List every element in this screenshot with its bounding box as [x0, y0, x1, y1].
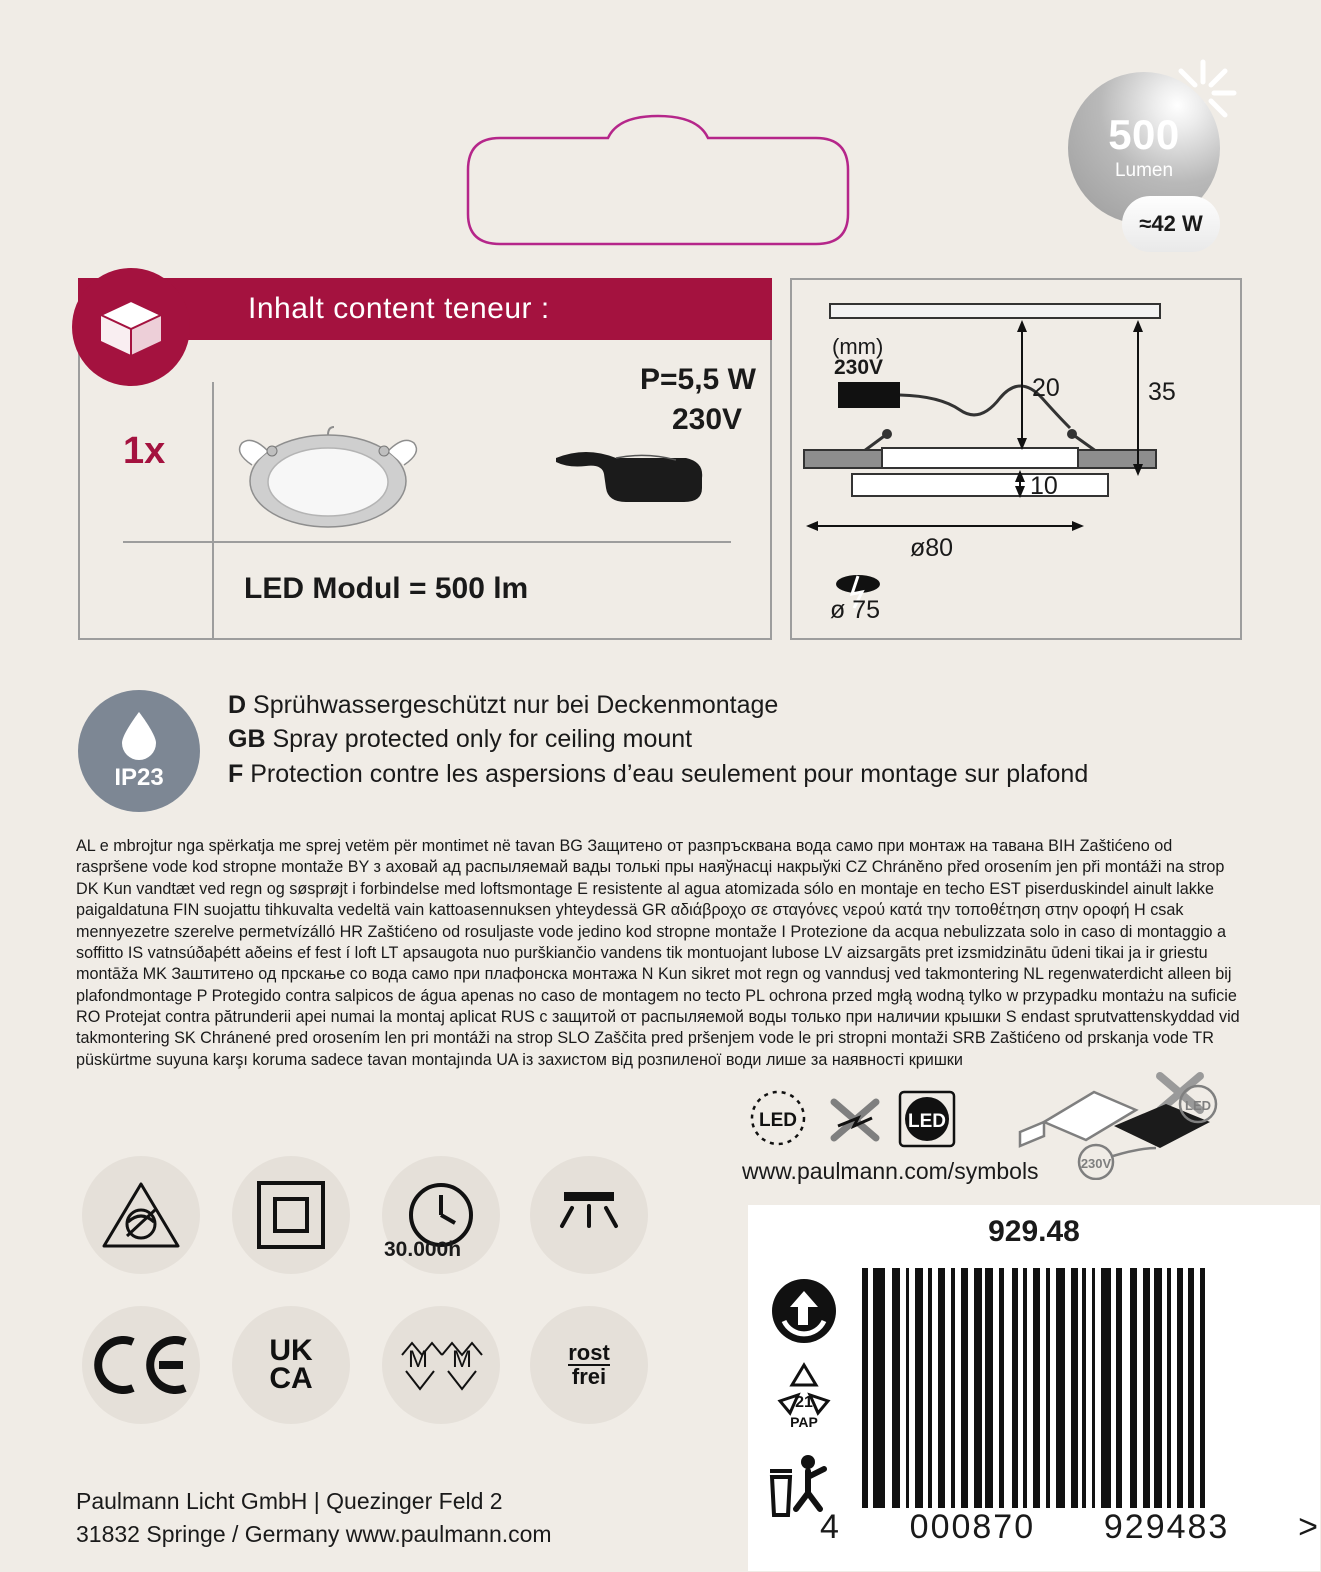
driver-replacement-symbol: [1010, 1070, 1230, 1180]
barcode-bars: [862, 1268, 1302, 1508]
dimensions-drawing: [790, 278, 1242, 640]
quantity-label: 1x: [123, 430, 166, 472]
led-module-label: LED Modul = 500 lm: [244, 572, 529, 605]
product-outline-shape: [458, 110, 858, 250]
ip-description-list: [228, 688, 1238, 791]
article-number: 929.48: [988, 1215, 1080, 1248]
symbols-url: www.paulmann.com/symbols: [742, 1158, 1039, 1184]
barcode-digits-group1: 000870: [909, 1508, 1036, 1546]
svg-text:(mm): (mm): [832, 334, 884, 359]
pictogram-ukca: [232, 1306, 350, 1424]
watt-equivalent-badge: ≈42 W: [1122, 196, 1220, 252]
rostfrei-line1: rost: [568, 1340, 610, 1365]
recycling-icons: [754, 1275, 854, 1525]
svg-text:PAP: PAP: [790, 1414, 818, 1430]
barcode-digit-right: >: [1298, 1508, 1320, 1546]
lumen-value: 500: [1108, 111, 1180, 158]
multilanguage-text: AL e mbrojtur nga spërkatja me sprej vetëm për montimet në tavan BG Защитено от разпръсквана вода само при монтаж на тавана BIH Zaštićeno od raspršene vode kod stropne montaže BY з аховай ад распыляемай вады толькі пры наяўнасці накрыўкі CZ Chráněno před orosením jen při montáži na strop DK Kun vandtæt ved regn og søsprøjt i forbindelse med loftsmontage E resistente al agua atomizada sólo en montaje en techo EST piserduskindel ainult lakke paigaldatuna FIN suojattu tihkuvalta vedeltä vain kattoasennuksen yhteydessä GR αδιάβροχο σε σταγόνες νερού κατά την τοποθέτηση στην οροφή H csak mennyezetre szerelve permetvízálló HR Zaštićeno od rosuljaste vode jedino kod stropne montaže I Protezione da acqua nebulizzata solo in caso di montaggio a soffitto IS vatnsúðaþétt aðeins ef fest í loft LT apsaugota nuo purškiančio vandens tik montuojant lubose LV aizsargāts pret izsmidzinātu ūdeni tikai ja ir griestu montāža MK Заштитено од прскање со вода само при плафонска монтажа N Kun sikret mot regn og vanndusj ved takmontering NL regenwaterdicht alleen bij plafondmontage P Protegido contra salpicos de água apenas no caso de montagem no tecto PL ochrona przed mgłą wodną tylko w przypadku montażu na suficie RO Protejat contra pătrunderii apei numai la montaj aplicat RUS с защитой от распыляемой воды только при наличии крышки S endast sprutvattenskyddad vid takmontering SK Chránené pred orosením len pri montáži na strop SLO Zaščita pred pršenjem vode le pri stropni montaži SRB Zaštićeno od prskanja vode TR püskürtme suyuna karşı koruma sadece tavan montajında UA із захистом від розпиленої води лише за наявності кришки: [76, 837, 1240, 1069]
rostfrei-line2: frei: [568, 1364, 610, 1388]
svg-text:230V: 230V: [834, 356, 884, 379]
ip-code-fr: F: [228, 759, 244, 788]
ip-badge: [78, 690, 200, 812]
svg-text:21: 21: [795, 1394, 813, 1411]
ip-line-fr: [228, 757, 1238, 791]
company-line1: Paulmann Licht GmbH | Quezinger Feld 2: [76, 1488, 503, 1514]
downlight-icon: [550, 1182, 628, 1248]
no-cover-icon: [100, 1178, 182, 1252]
company-address: [76, 1485, 552, 1552]
pictogram-class-2: [232, 1156, 350, 1274]
class-2-icon: [255, 1179, 327, 1251]
lumen-caption: Lumen: [1114, 160, 1174, 181]
svg-text:M: M: [452, 1346, 472, 1373]
svg-text:LED: LED: [759, 1110, 797, 1131]
pictogram-downlight: [530, 1156, 648, 1274]
pictogram-no-cover: [82, 1156, 200, 1274]
ukca-label: UK CA: [269, 1333, 313, 1395]
power-label: P=5,5 W: [640, 363, 756, 396]
ip-code-gb: GB: [228, 725, 266, 754]
mm-icon: [398, 1337, 484, 1393]
pictogram-rostfrei: [530, 1306, 648, 1424]
barcode-digit-left: 4: [820, 1508, 841, 1546]
pictogram-mm: [382, 1306, 500, 1424]
led-driver-illustration: [556, 444, 706, 506]
svg-text:35: 35: [1148, 378, 1176, 406]
pictogram-ce: [82, 1306, 200, 1424]
box-icon: [72, 268, 190, 386]
ip-text-de: Sprühwassergeschützt nur bei Deckenmontage: [253, 691, 779, 719]
barcode-digits-group2: 929483: [1103, 1508, 1230, 1546]
svg-text:230V: 230V: [1080, 1156, 1112, 1171]
svg-text:ø80: ø80: [910, 534, 954, 562]
ip-text-fr: Protection contre les aspersions d’eau seulement pour montage sur plafond: [250, 759, 1089, 788]
water-drop-icon: [118, 710, 160, 760]
company-line2: 31832 Springe / Germany www.paulmann.com: [76, 1521, 552, 1548]
ip-line-gb: [228, 722, 1238, 756]
luminaire-illustration: [228, 425, 428, 537]
content-header: Inhalt content teneur :: [78, 278, 772, 340]
svg-text:10: 10: [1030, 472, 1058, 500]
lifetime-label: 30.000h: [384, 1238, 462, 1261]
ce-icon: [93, 1336, 189, 1394]
ip-line-de: [228, 688, 1238, 722]
ip-code-de: D: [228, 691, 247, 719]
ip-text-gb: Spray protected only for ceiling mount: [272, 725, 693, 754]
content-divider-vertical: [212, 382, 214, 638]
svg-text:LED: LED: [1185, 1098, 1211, 1113]
svg-text:M: M: [408, 1346, 428, 1373]
svg-text:20: 20: [1032, 374, 1060, 402]
content-divider-horizontal: [123, 541, 731, 543]
ip-rating-text: IP23: [114, 764, 164, 791]
barcode-digits: [820, 1508, 1320, 1547]
led-replaceability-symbols: [742, 1082, 992, 1154]
svg-text:ø 75: ø 75: [830, 596, 881, 624]
svg-text:LED: LED: [908, 1111, 946, 1132]
voltage-label: 230V: [672, 403, 743, 436]
